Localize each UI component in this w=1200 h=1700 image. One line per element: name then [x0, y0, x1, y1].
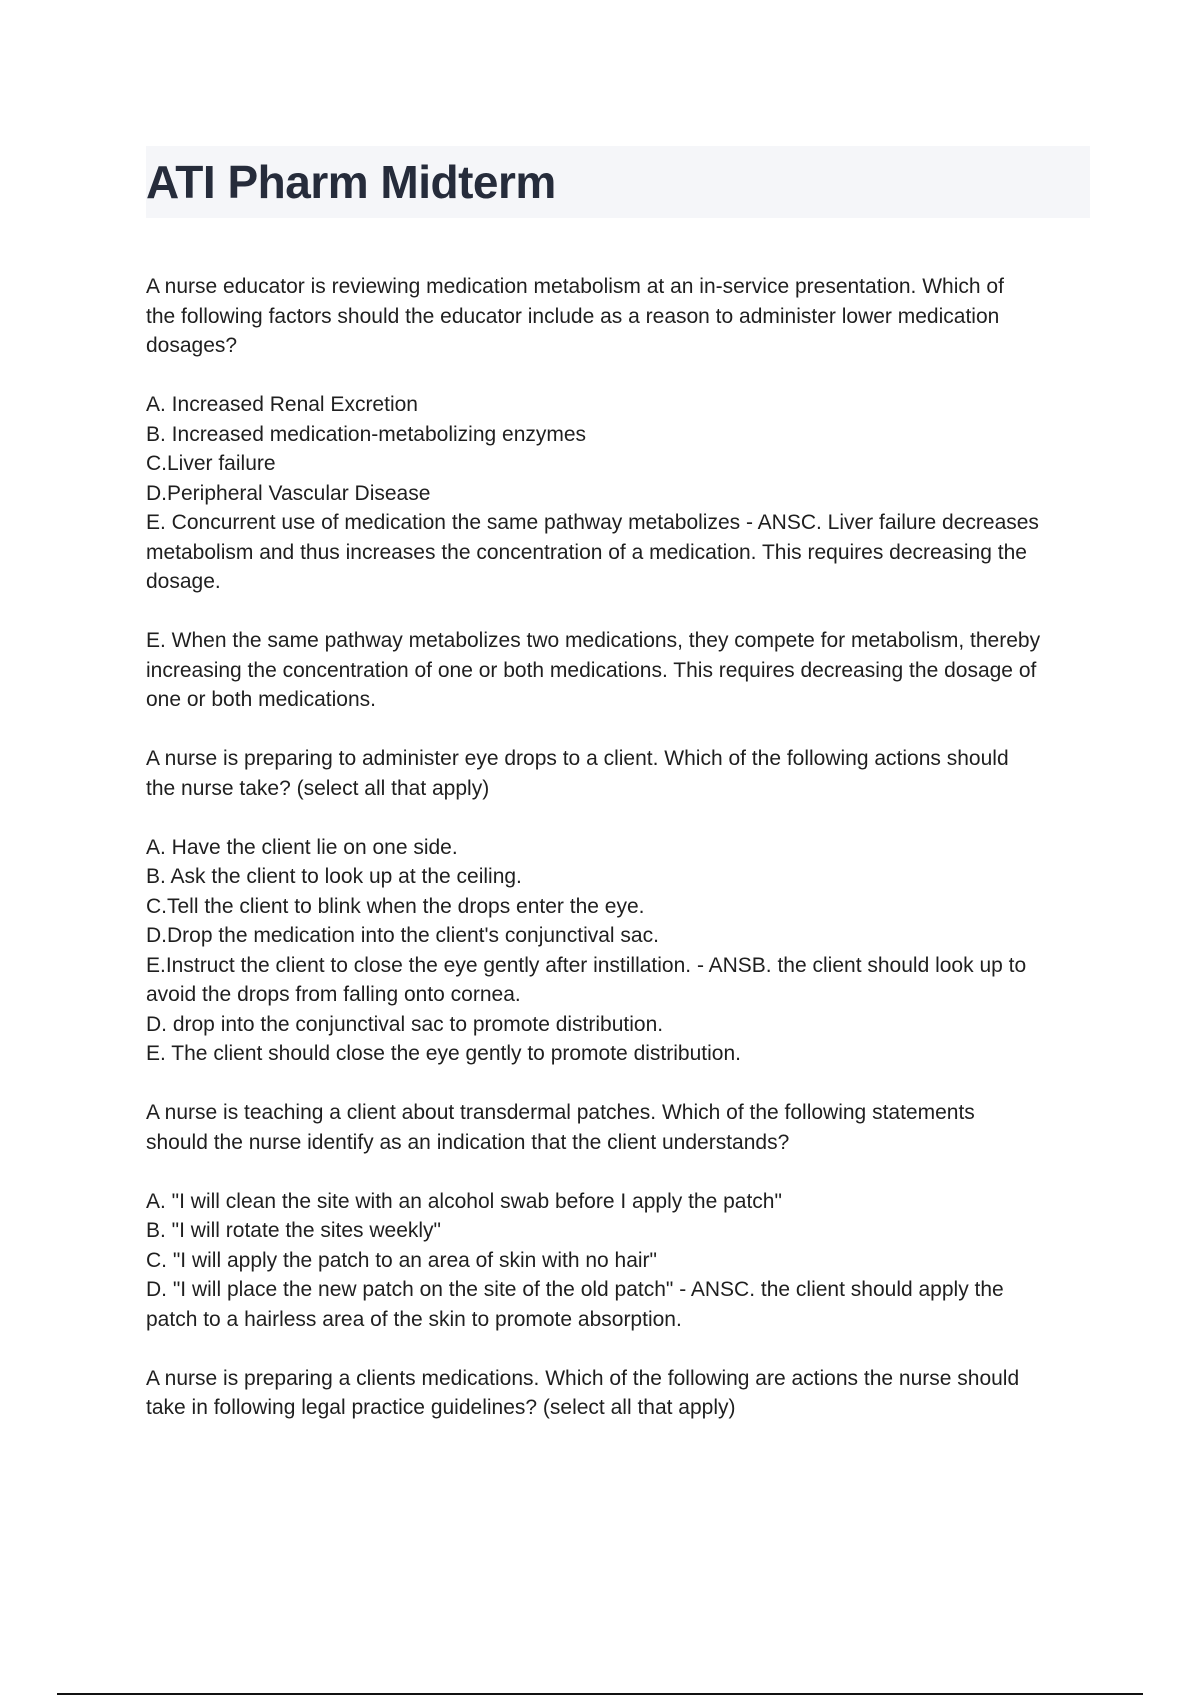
option-line: avoid the drops from falling onto cornea.: [146, 983, 521, 1006]
text-line: dosages?: [146, 334, 238, 357]
text-line: should the nurse identify as an indication that the client understands?: [146, 1130, 790, 1154]
option-line: C.Tell the client to blink when the drops enter the eye.: [146, 894, 645, 918]
question-1-stem: [146, 272, 1090, 361]
option-line: patch to a hairless area of the skin to promote absorption.: [146, 1307, 682, 1331]
question-3-options: [146, 1187, 1090, 1335]
question-2-stem: [146, 744, 1090, 803]
option-line: B. "I will rotate the sites weekly": [146, 1219, 442, 1242]
text-line: increasing the concentration of one or both medications. This requires decreasing the dosage of: [146, 658, 1037, 682]
option-line: E. The client should close the eye gently to promote distribution.: [146, 1042, 741, 1065]
text-line: E. When the same pathway metabolizes two medications, they compete for metabolism, thereby: [146, 629, 1041, 652]
document-body: [146, 272, 1090, 1452]
text-line: A nurse is preparing to administer eye drops to a client. Which of the following actions should: [146, 747, 1009, 770]
question-2-options: [146, 833, 1090, 1069]
option-line: E. Concurrent use of medication the same pathway metabolizes - ANSC. Liver failure decreases: [146, 511, 1039, 534]
question-3-stem: [146, 1098, 1090, 1157]
text-line: the nurse take? (select all that apply): [146, 776, 490, 800]
text-line: the following factors should the educator include as a reason to administer lower medication: [146, 304, 1000, 328]
document-title: ATI Pharm Midterm: [146, 156, 556, 208]
option-line: B. Increased medication-metabolizing enzymes: [146, 422, 587, 446]
option-line: dosage.: [146, 570, 221, 593]
text-line: one or both medications.: [146, 688, 376, 711]
option-line: A. "I will clean the site with an alcohol swab before I apply the patch": [146, 1189, 782, 1213]
option-line: E.Instruct the client to close the eye gently after instillation. - ANSB. the client should look up to: [146, 953, 1027, 977]
option-line: D. "I will place the new patch on the site of the old patch" - ANSC. the client should apply the: [146, 1278, 1004, 1301]
text-line: take in following legal practice guidelines? (select all that apply): [146, 1396, 736, 1419]
question-1-rationale: [146, 626, 1090, 715]
option-line: D. drop into the conjunctival sac to promote distribution.: [146, 1012, 664, 1036]
title-band: [146, 146, 1090, 218]
text-line: A nurse educator is reviewing medication metabolism at an in-service presentation. Which of: [146, 275, 1004, 298]
option-line: metabolism and thus increases the concentration of a medication. This requires decreasing the: [146, 540, 1027, 564]
option-line: C. "I will apply the patch to an area of skin with no hair": [146, 1248, 658, 1272]
option-line: C.Liver failure: [146, 452, 276, 475]
option-line: A. Increased Renal Excretion: [146, 393, 418, 416]
option-line: A. Have the client lie on one side.: [146, 835, 458, 859]
text-line: A nurse is preparing a clients medications. Which of the following are actions the nurse should: [146, 1366, 1020, 1390]
option-line: D.Drop the medication into the client's conjunctival sac.: [146, 924, 659, 947]
footer-divider: [57, 1693, 1143, 1695]
question-1-options: [146, 390, 1090, 597]
question-4-stem: [146, 1364, 1090, 1423]
text-line: A nurse is teaching a client about transdermal patches. Which of the following statements: [146, 1101, 975, 1124]
option-line: D.Peripheral Vascular Disease: [146, 481, 431, 505]
option-line: B. Ask the client to look up at the ceiling.: [146, 865, 522, 888]
